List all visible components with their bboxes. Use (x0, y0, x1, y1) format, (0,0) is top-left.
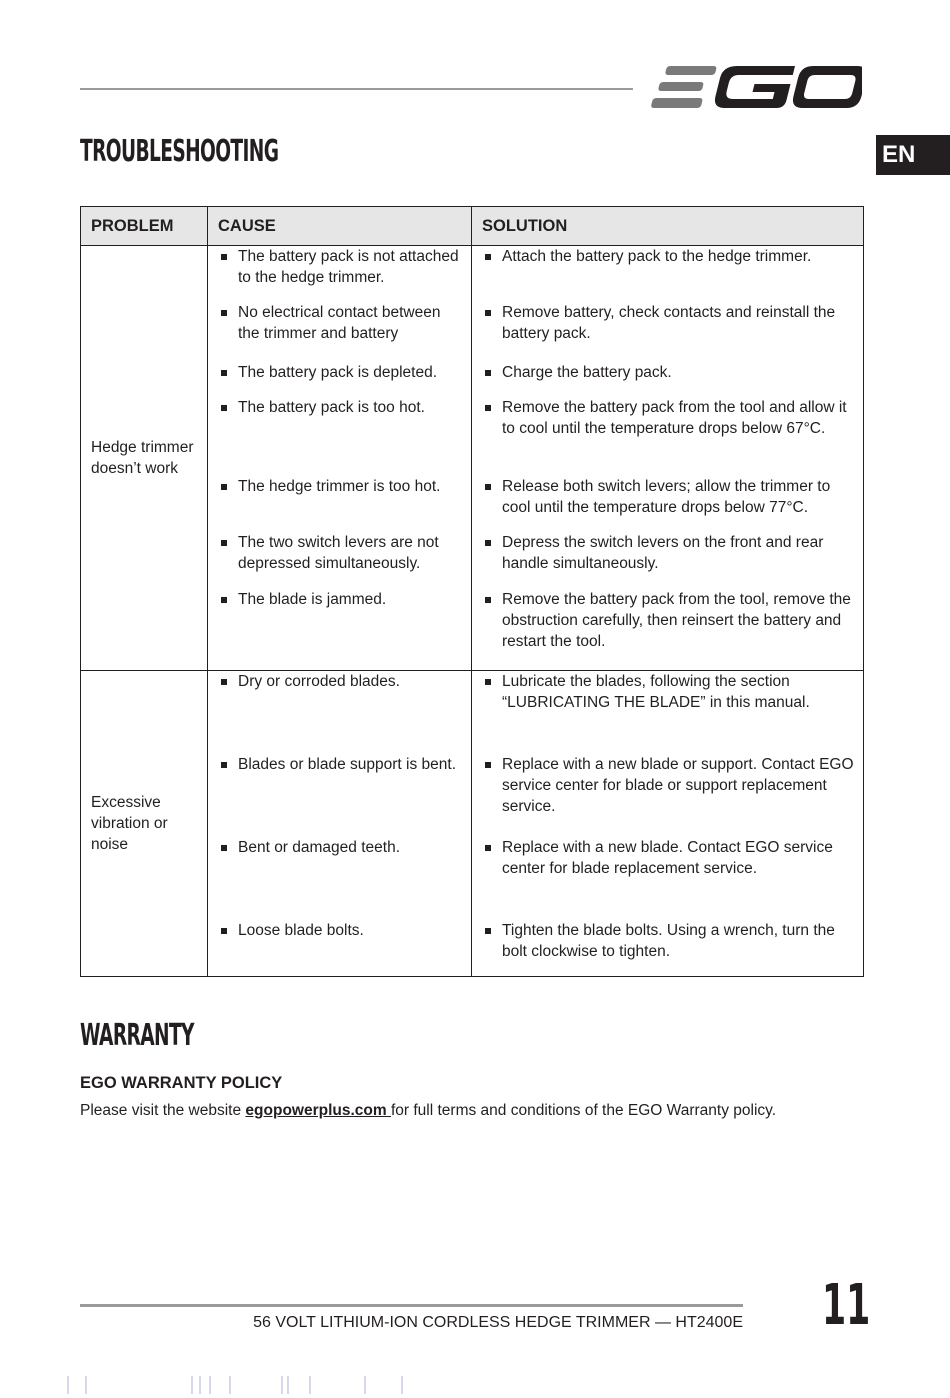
solution-item: Remove battery, check contacts and reinstall the battery pack. (472, 302, 863, 362)
bullet-icon (485, 845, 491, 851)
warranty-title: WARRANTY (80, 1018, 194, 1053)
cause-item: Bent or damaged teeth. (208, 837, 471, 920)
bullet-icon (221, 310, 227, 316)
footer-product-title: 56 VOLT LITHIUM-ION CORDLESS HEDGE TRIMMER — HT2400E (253, 1314, 743, 1331)
warranty-policy-title: EGO WARRANTY POLICY (80, 1074, 283, 1092)
bullet-icon (485, 762, 491, 768)
ego-logo-letters (651, 66, 862, 108)
cause-cell (208, 246, 472, 671)
solution-cell (472, 671, 864, 977)
solution-item: Remove the battery pack from the tool, remove the obstruction carefully, then reinsert the battery and restart the tool. (472, 589, 863, 659)
page-number: 11 (822, 1273, 871, 1338)
bullet-icon (221, 370, 227, 376)
solution-item: Tighten the blade bolts. Using a wrench, turn the bolt clockwise to tighten. (472, 920, 863, 964)
troubleshooting-title: TROUBLESHOOTING (80, 134, 279, 169)
cause-item: The hedge trimmer is too hot. (208, 476, 471, 532)
bullet-icon (485, 254, 491, 260)
troubleshooting-table (80, 206, 864, 977)
bullet-icon (485, 310, 491, 316)
scan-marks (60, 1374, 460, 1396)
bullet-icon (485, 370, 491, 376)
website-link[interactable]: egopowerplus.com (245, 1102, 391, 1119)
solution-item: Attach the battery pack to the hedge trimmer. (472, 246, 863, 302)
bullet-icon (485, 484, 491, 490)
warranty-policy-text: Please visit the website egopowerplus.com for full terms and conditions of the EGO Warranty policy. (80, 1102, 777, 1119)
solution-item: Depress the switch levers on the front and rear handle simultaneously. (472, 532, 863, 589)
footer-rule (80, 1304, 743, 1307)
column-header-problem: PROBLEM (81, 207, 208, 246)
cause-item: The two switch levers are not depressed simultaneously. (208, 532, 471, 589)
solution-item: Release both switch levers; allow the trimmer to cool until the temperature drops below 77°C. (472, 476, 863, 532)
solution-item: Lubricate the blades, following the section “LUBRICATING THE BLADE” in this manual. (472, 671, 863, 754)
solution-item: Replace with a new blade or support. Contact EGO service center for blade or support replacement service. (472, 754, 863, 837)
cause-item: The battery pack is depleted. (208, 362, 471, 397)
bullet-icon (221, 405, 227, 411)
cause-item: Loose blade bolts. (208, 920, 471, 964)
column-header-cause: CAUSE (208, 207, 472, 246)
cause-item: The battery pack is too hot. (208, 397, 471, 476)
cause-cell (208, 671, 472, 977)
cause-item: The battery pack is not attached to the hedge trimmer. (208, 246, 471, 302)
language-tab[interactable]: EN (876, 135, 950, 175)
cause-item: The blade is jammed. (208, 589, 471, 659)
ego-logo (650, 62, 862, 112)
solution-cell (472, 246, 864, 671)
header-rule (80, 88, 633, 90)
table-row (81, 671, 864, 977)
bullet-icon (221, 762, 227, 768)
bullet-icon (221, 484, 227, 490)
problem-cell: Excessive vibration or noise (81, 671, 208, 977)
cause-item: Blades or blade support is bent. (208, 754, 471, 837)
bullet-icon (485, 928, 491, 934)
bullet-icon (485, 405, 491, 411)
problem-cell: Hedge trimmer doesn’t work (81, 246, 208, 671)
bullet-icon (485, 597, 491, 603)
bullet-icon (485, 679, 491, 685)
bullet-icon (221, 540, 227, 546)
bullet-icon (485, 540, 491, 546)
bullet-icon (221, 679, 227, 685)
bullet-icon (221, 597, 227, 603)
column-header-solution: SOLUTION (472, 207, 864, 246)
bullet-icon (221, 254, 227, 260)
solution-item: Charge the battery pack. (472, 362, 863, 397)
solution-item: Remove the battery pack from the tool and allow it to cool until the temperature drops below 67°C. (472, 397, 863, 476)
table-header-row (81, 207, 864, 246)
bullet-icon (221, 845, 227, 851)
table-row (81, 246, 864, 671)
bullet-icon (221, 928, 227, 934)
cause-item: No electrical contact between the trimmer and battery (208, 302, 471, 362)
solution-item: Replace with a new blade. Contact EGO service center for blade replacement service. (472, 837, 863, 920)
cause-item: Dry or corroded blades. (208, 671, 471, 754)
